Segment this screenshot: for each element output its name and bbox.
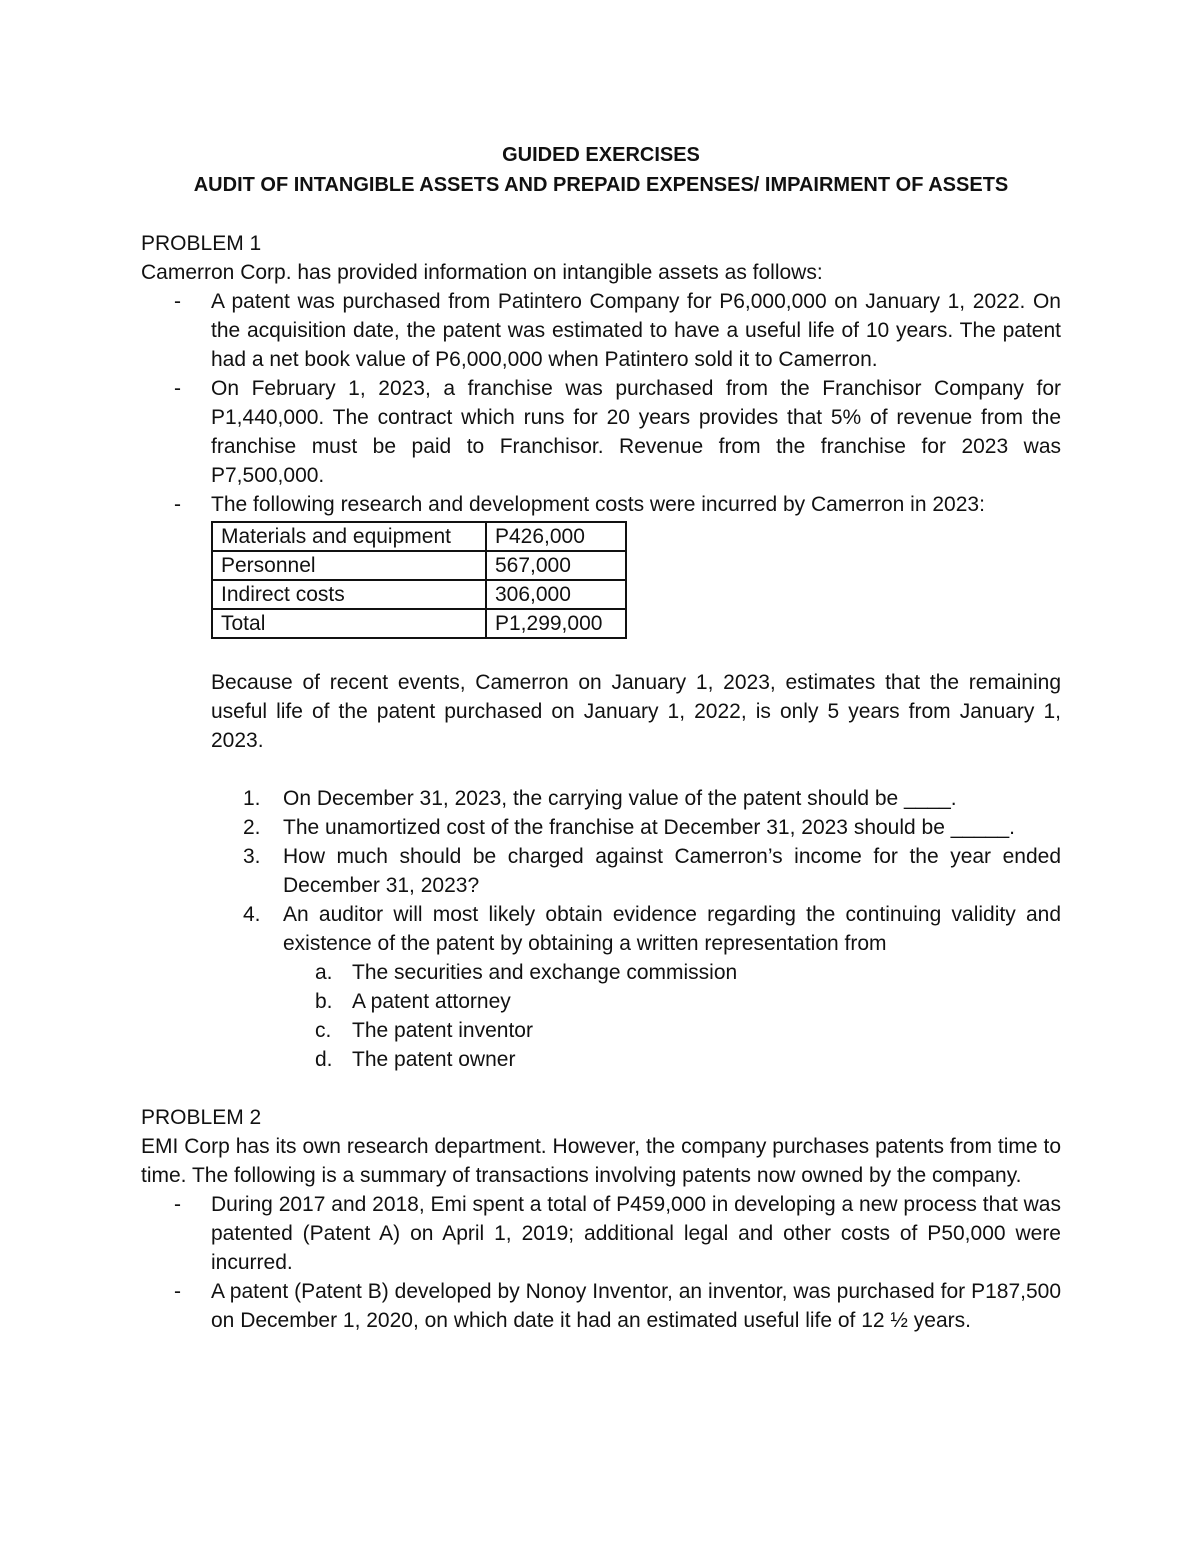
question-item bbox=[141, 842, 1061, 900]
question-4-choices bbox=[141, 958, 1061, 1074]
problem-2 bbox=[141, 1103, 1061, 1335]
problem-2-intro: EMI Corp has its own research department. However, the company purchases patents from time to time. The following is a summary of transactions involving patents now owned by the company. bbox=[141, 1135, 1061, 1187]
spacer bbox=[141, 639, 1061, 668]
bullet-text: The following research and development costs were incurred by Camerron in 2023: bbox=[211, 493, 985, 516]
choice-text: The patent owner bbox=[352, 1048, 516, 1071]
dash-marker: - bbox=[174, 493, 181, 516]
list-item bbox=[141, 490, 1061, 519]
choice-letter: d. bbox=[315, 1048, 333, 1071]
table-cell-label: Total bbox=[212, 609, 486, 638]
dash-marker: - bbox=[174, 1193, 181, 1216]
choice-letter: a. bbox=[315, 961, 333, 984]
problem-1 bbox=[141, 229, 1061, 1074]
table-row bbox=[212, 522, 626, 551]
question-number: 2. bbox=[243, 816, 261, 839]
table-cell-label: Indirect costs bbox=[212, 580, 486, 609]
rd-costs-table bbox=[211, 521, 627, 639]
bullet-text: During 2017 and 2018, Emi spent a total of P459,000 in developing a new process that was patented (Patent A) on April 1, 2019; additional legal and other costs of P50,000 were incurred. bbox=[211, 1193, 1061, 1274]
table-row bbox=[212, 551, 626, 580]
question-number: 4. bbox=[243, 903, 261, 926]
question-text: On December 31, 2023, the carrying value of the patent should be ____. bbox=[283, 787, 957, 810]
document-page bbox=[141, 141, 1061, 1335]
choice-text: The securities and exchange commission bbox=[352, 961, 738, 984]
problem-1-intro: Camerron Corp. has provided information on intangible assets as follows: bbox=[141, 261, 823, 284]
choice-text: The patent inventor bbox=[352, 1019, 533, 1042]
question-text: An auditor will most likely obtain evidence regarding the continuing validity and existence of the patent by obtaining a written representation from bbox=[283, 903, 1061, 955]
table-cell-amount: 306,000 bbox=[486, 580, 626, 609]
list-item bbox=[141, 287, 1061, 374]
question-number: 1. bbox=[243, 787, 261, 810]
table-cell-amount: P426,000 bbox=[486, 522, 626, 551]
table-cell-amount: 567,000 bbox=[486, 551, 626, 580]
choice-item bbox=[141, 1016, 1061, 1045]
choice-letter: b. bbox=[315, 990, 333, 1013]
problem-2-bullets bbox=[141, 1190, 1061, 1335]
problem-1-heading: PROBLEM 1 bbox=[141, 232, 262, 255]
bullet-text: A patent (Patent B) developed by Nonoy Inventor, an inventor, was purchased for P187,500 on December 1, 2020, on which date it had an estimated useful life of 12 ½ years. bbox=[211, 1280, 1061, 1332]
choice-item bbox=[141, 987, 1061, 1016]
spacer bbox=[141, 755, 1061, 784]
question-item bbox=[141, 784, 1061, 813]
table-row bbox=[212, 580, 626, 609]
dash-marker: - bbox=[174, 290, 181, 313]
problem-1-questions bbox=[141, 784, 1061, 958]
bullet-text: A patent was purchased from Patintero Company for P6,000,000 on January 1, 2022. On the acquisition date, the patent was estimated to have a useful life of 10 years. The patent had a net book value of P6,000,000 when Patintero sold it to Camerron. bbox=[211, 290, 1061, 371]
list-item bbox=[141, 374, 1061, 490]
dash-marker: - bbox=[174, 1280, 181, 1303]
bullet-text: On February 1, 2023, a franchise was purchased from the Franchisor Company for P1,440,000. The contract which runs for 20 years provides that 5% of revenue from the franchise must be paid to Franchisor. Revenue from the franchise for 2023 was P7,500,000. bbox=[211, 377, 1061, 487]
choice-letter: c. bbox=[315, 1019, 332, 1042]
list-item bbox=[141, 1277, 1061, 1335]
table-cell-label: Materials and equipment bbox=[212, 522, 486, 551]
problem-1-bullets bbox=[141, 287, 1061, 519]
choice-item bbox=[141, 1045, 1061, 1074]
spacer bbox=[141, 1074, 1061, 1103]
problem-1-paragraph: Because of recent events, Camerron on January 1, 2023, estimates that the remaining useful life of the patent purchased on January 1, 2022, is only 5 years from January 1, 2023. bbox=[211, 671, 1061, 752]
table-cell-amount: P1,299,000 bbox=[486, 609, 626, 638]
choice-item bbox=[141, 958, 1061, 987]
problem-2-heading: PROBLEM 2 bbox=[141, 1106, 262, 1129]
question-number: 3. bbox=[243, 845, 261, 868]
table-cell-label: Personnel bbox=[212, 551, 486, 580]
question-item bbox=[141, 900, 1061, 958]
dash-marker: - bbox=[174, 377, 181, 400]
choice-text: A patent attorney bbox=[352, 990, 511, 1013]
spacer bbox=[141, 200, 1061, 229]
document-title: GUIDED EXERCISES bbox=[502, 144, 700, 166]
question-item bbox=[141, 813, 1061, 842]
question-text: The unamortized cost of the franchise at December 31, 2023 should be _____. bbox=[283, 816, 1015, 839]
list-item bbox=[141, 1190, 1061, 1277]
document-subtitle: AUDIT OF INTANGIBLE ASSETS AND PREPAID EXPENSES/ IMPAIRMENT OF ASSETS bbox=[193, 174, 1009, 196]
table-row bbox=[212, 609, 626, 638]
question-text: How much should be charged against Camerron’s income for the year ended December 31, 2023? bbox=[283, 845, 1061, 897]
